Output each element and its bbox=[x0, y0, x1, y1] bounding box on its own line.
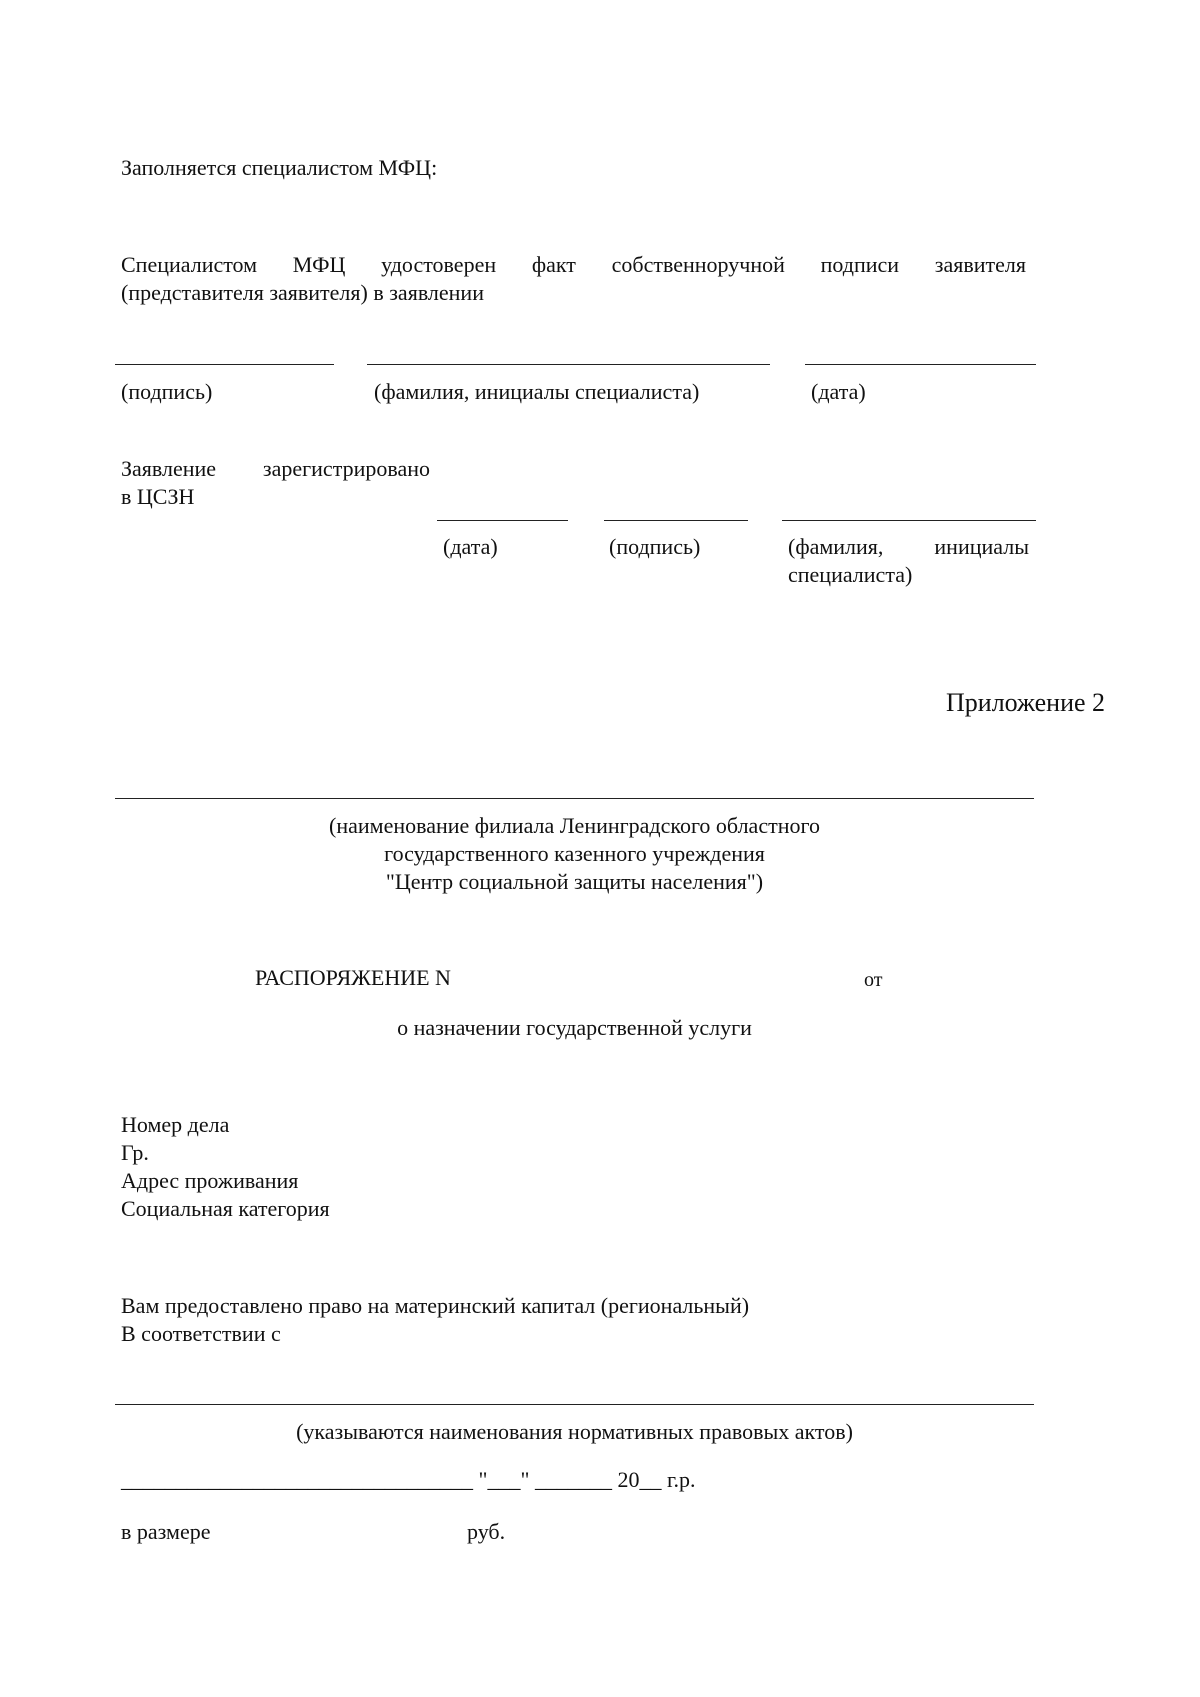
category-label: Социальная категория bbox=[121, 1196, 330, 1221]
address-label: Адрес проживания bbox=[121, 1168, 299, 1193]
acts-line bbox=[115, 1404, 1034, 1405]
czsn-caption-name-line2: специалиста) bbox=[788, 562, 913, 587]
grant-line1: Вам предоставлено право на материнский капитал (региональный) bbox=[121, 1293, 750, 1318]
appendix-label: Приложение 2 bbox=[946, 688, 1106, 717]
currency-label: руб. bbox=[467, 1519, 506, 1544]
mfc-certify-line2: (представителя заявителя) в заявлении bbox=[121, 280, 484, 305]
czsn-caption-signature: (подпись) bbox=[609, 534, 701, 559]
mfc-date-line bbox=[805, 364, 1036, 365]
czsn-signature-line bbox=[604, 520, 748, 521]
grant-line2: В соответствии с bbox=[121, 1321, 281, 1346]
branch-caption-line3: "Центр социальной защиты населения") bbox=[385, 869, 764, 894]
czsn-date-line bbox=[437, 520, 568, 521]
mfc-name-line bbox=[367, 364, 770, 365]
czsn-caption-name-line1: (фамилия, инициалы bbox=[788, 534, 1029, 559]
mfc-signature-line bbox=[115, 364, 334, 365]
branch-caption-line2: государственного казенного учреждения bbox=[384, 841, 765, 866]
mfc-caption-name: (фамилия, инициалы специалиста) bbox=[374, 379, 700, 404]
mfc-certify-line1: Специалистом МФЦ удостоверен факт собственноручной подписи заявителя bbox=[121, 252, 1026, 277]
mfc-caption-signature: (подпись) bbox=[121, 379, 213, 404]
czsn-caption-date: (дата) bbox=[443, 534, 498, 559]
grant-date-line: ________________________________ "___" _______ 20__ г.р. bbox=[121, 1467, 696, 1492]
case-number-label: Номер дела bbox=[121, 1112, 230, 1137]
branch-name-line bbox=[115, 798, 1034, 799]
czsn-registered-line2: в ЦСЗН bbox=[121, 484, 195, 509]
order-title: РАСПОРЯЖЕНИЕ N bbox=[255, 965, 451, 990]
mfc-caption-date: (дата) bbox=[811, 379, 866, 404]
branch-caption-line1: (наименование филиала Ленинградского областного bbox=[329, 813, 820, 838]
citizen-label: Гр. bbox=[121, 1140, 149, 1165]
amount-label: в размере bbox=[121, 1519, 211, 1544]
order-subject: о назначении государственной услуги bbox=[397, 1015, 752, 1040]
czsn-name-line bbox=[782, 520, 1036, 521]
acts-caption: (указываются наименования нормативных правовых актов) bbox=[296, 1419, 853, 1444]
czsn-registered-line1: Заявление зарегистрировано bbox=[121, 456, 430, 481]
order-from: от bbox=[864, 969, 883, 991]
mfc-heading: Заполняется специалистом МФЦ: bbox=[121, 155, 438, 180]
